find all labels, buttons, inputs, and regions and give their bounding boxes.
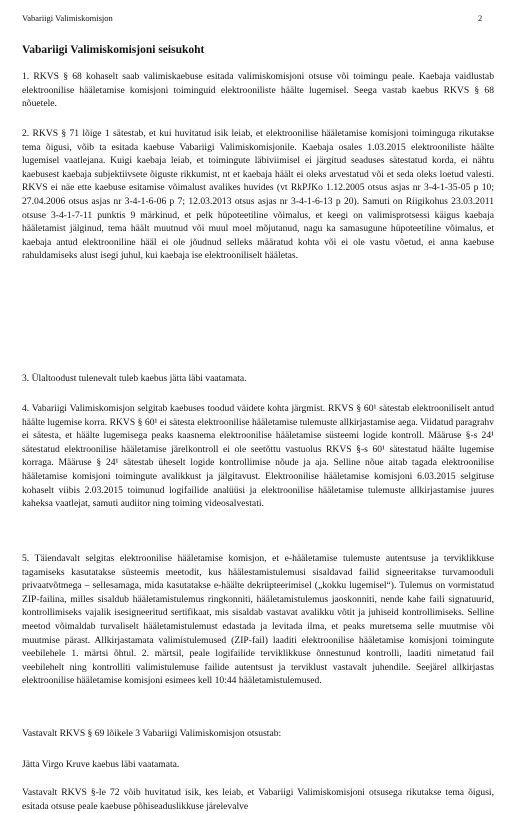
paragraph-appeal: Vastavalt RKVS §-le 72 võib huvitatud isik, kes leiab, et Vabariigi Valimiskomisjoni otsusega rikutakse tema õigusi, esitada otsuse peale kaebuse põhiseaduslikkuse järelevalve	[22, 787, 494, 812]
section-heading: Vabariigi Valimiskomisjoni seisukoht	[22, 44, 205, 56]
paragraph-5: 5. Täiendavalt selgitas elektroonilise hääletamise komisjon, et e-hääletamise tulemuste autentsuse ja terviklikkuse tagamiseks kasutatakse süsteemis meetodit, kus häälestamistulemusi sisaldavad failid signeeritakse turvamooduli privaatvõtmega – sellesamaga, mida kasutatakse e-häälte dekrüpteerimisel („kokku lugemisel“). Tulemus on vormistatud ZIP-failina, milles sisaldub hääletamistulemus ringkonniti, hääletamistulemus jaoskonniti, nende kahe faili signatuurid, kontrollimiseks vajalik isesigneeritud sertifikaat, mis sisaldab vastavat avalikku võtit ja juhiseid kontrollimiseks. Selline meetod võimaldab turvaliselt hääletamistulemust edastada ja levitada ilma, et peaks muretsema selle muutmise või muutmise pärast. Allkirjastamata valimistulemused (ZIP-fail) laaditi elektroonilise hääletamise komisjoni toimingute veebilehele 1. märtsi õhtul. 2. märtsil, peale logifailide terviklikkuse õnnestunud kontrolli, laaditi nimetatud fail veebilehelt ning kontrolliti valimistulemuse failide autentsust ja terviklust vastavalt juhendile. Seejärel allkirjastas elektroonilise hääletamise komisjoni esimees kell 10:44 hääletamistulemused.	[22, 553, 494, 687]
header-title: Vabariigi Valimiskomisjon	[22, 13, 113, 23]
paragraph-decision-intro: Vastavalt RKVS § 69 lõikele 3 Vabariigi Valimiskomisjon otsustab:	[22, 728, 282, 739]
paragraph-4: 4. Vabariigi Valimiskomisjon selgitab kaebuses toodud väidete kohta järgmist. RKVS § 60¹ sätestab elektrooniliselt antud häälte lugemise korra. RKVS § 60¹ ei sätesta elektroonilise hääletamise tulemuste allkirjastamise aega. Viidatud paragrahv ei sätesta, et häälte lugemisega peaks kaasnema elektroonilise hääletamise süsteemi logide kontroll. Määruse §-s 24¹ sätestatud elektroonilise hääletamise järelkontroll ei ole seetõttu vastuolus RKVS §-s 60¹ sätestatud häälte lugemise korraga. Määruse § 24¹ sätestab üheselt logide kontrollimise nõude ja aja. Selline nõue aitab tagada elektroonilise hääletamise komisjoni toimingute avalikkust ja jälgitavust. Elektroonilise hääletamise komisjoni 6.03.2015 selgituse kohaselt viibis 2.03.2015 toimunud logifailide analüüsi ja elektroonilise hääletamise tulemuste allkirjastamise juures kaheksa vaatlejat, samuti audiitor ning toiming videosalvestati.	[22, 403, 494, 510]
paragraph-2: 2. RKVS § 71 lõige 1 sätestab, et kui huvitatud isik leiab, et elektroonilise hääletamise komisjoni toiminguga rikutakse tema õigusi, võib ta esitada kaebuse Vabariigi Valimiskomisjonile. Kaebaja osales 1.03.2015 elektrooniliste häälte lugemisel vaatlejana. Kuigi kaebaja leiab, et toimingute läbiviimisel ei järgitud seaduses sätestatud korda, ei nähtu kaebusest kaebaja subjektiivsete õiguste rikkumist, nt et kaebaja häält ei oleks arvestatud või et seda oleks loetud valesti. RKVS ei näe ette kaebuse esitamise võimalust avalikes huvides (vt RkPJKo 1.12.2005 otsus asjas nr 3-4-1-35-05 p 10; 27.04.2006 otsus asjas nr 3-4-1-6-06 p 7; 12.03.2013 otsus asjas nr 3-4-1-6-13 p 20). Samuti on Riigikohus 23.03.2011 otsuse 3-4-1-7-11 punktis 9 märkinud, et pelk hüpoteetiline võimalus, et keegi on valimisprotsessi käigus kaebaja hääletamist jälginud, tema häält muutnud või muul moel mõjutanud, nagu ka samasugune hüpoteetiline võimalus, et kaebaja antud elektrooniline hääl ei ole jõudnud selleks määratud kohta või ei ole vastu võetud, ei anna kaebuse rahuldamiseks alust isegi juhul, kui kaebaja ise elektrooniliselt hääletas.	[22, 128, 494, 262]
page-number: 2	[478, 13, 483, 23]
paragraph-1: 1. RKVS § 68 kohaselt saab valimiskaebuse esitada valimiskomisjoni otsuse või toimingu peale. Kaebaja vaidlustab elektroonilise hääletamise komisjoni toiminguid elektrooniliste häälte lugemisel. Seega vastab kaebus RKVS § 68 nõuetele.	[22, 71, 494, 110]
paragraph-decision: Jätta Virgo Kruve kaebus läbi vaatamata.	[22, 759, 180, 770]
paragraph-3: 3. Ülaltoodust tulenevalt tuleb kaebus jätta läbi vaatamata.	[22, 373, 247, 384]
